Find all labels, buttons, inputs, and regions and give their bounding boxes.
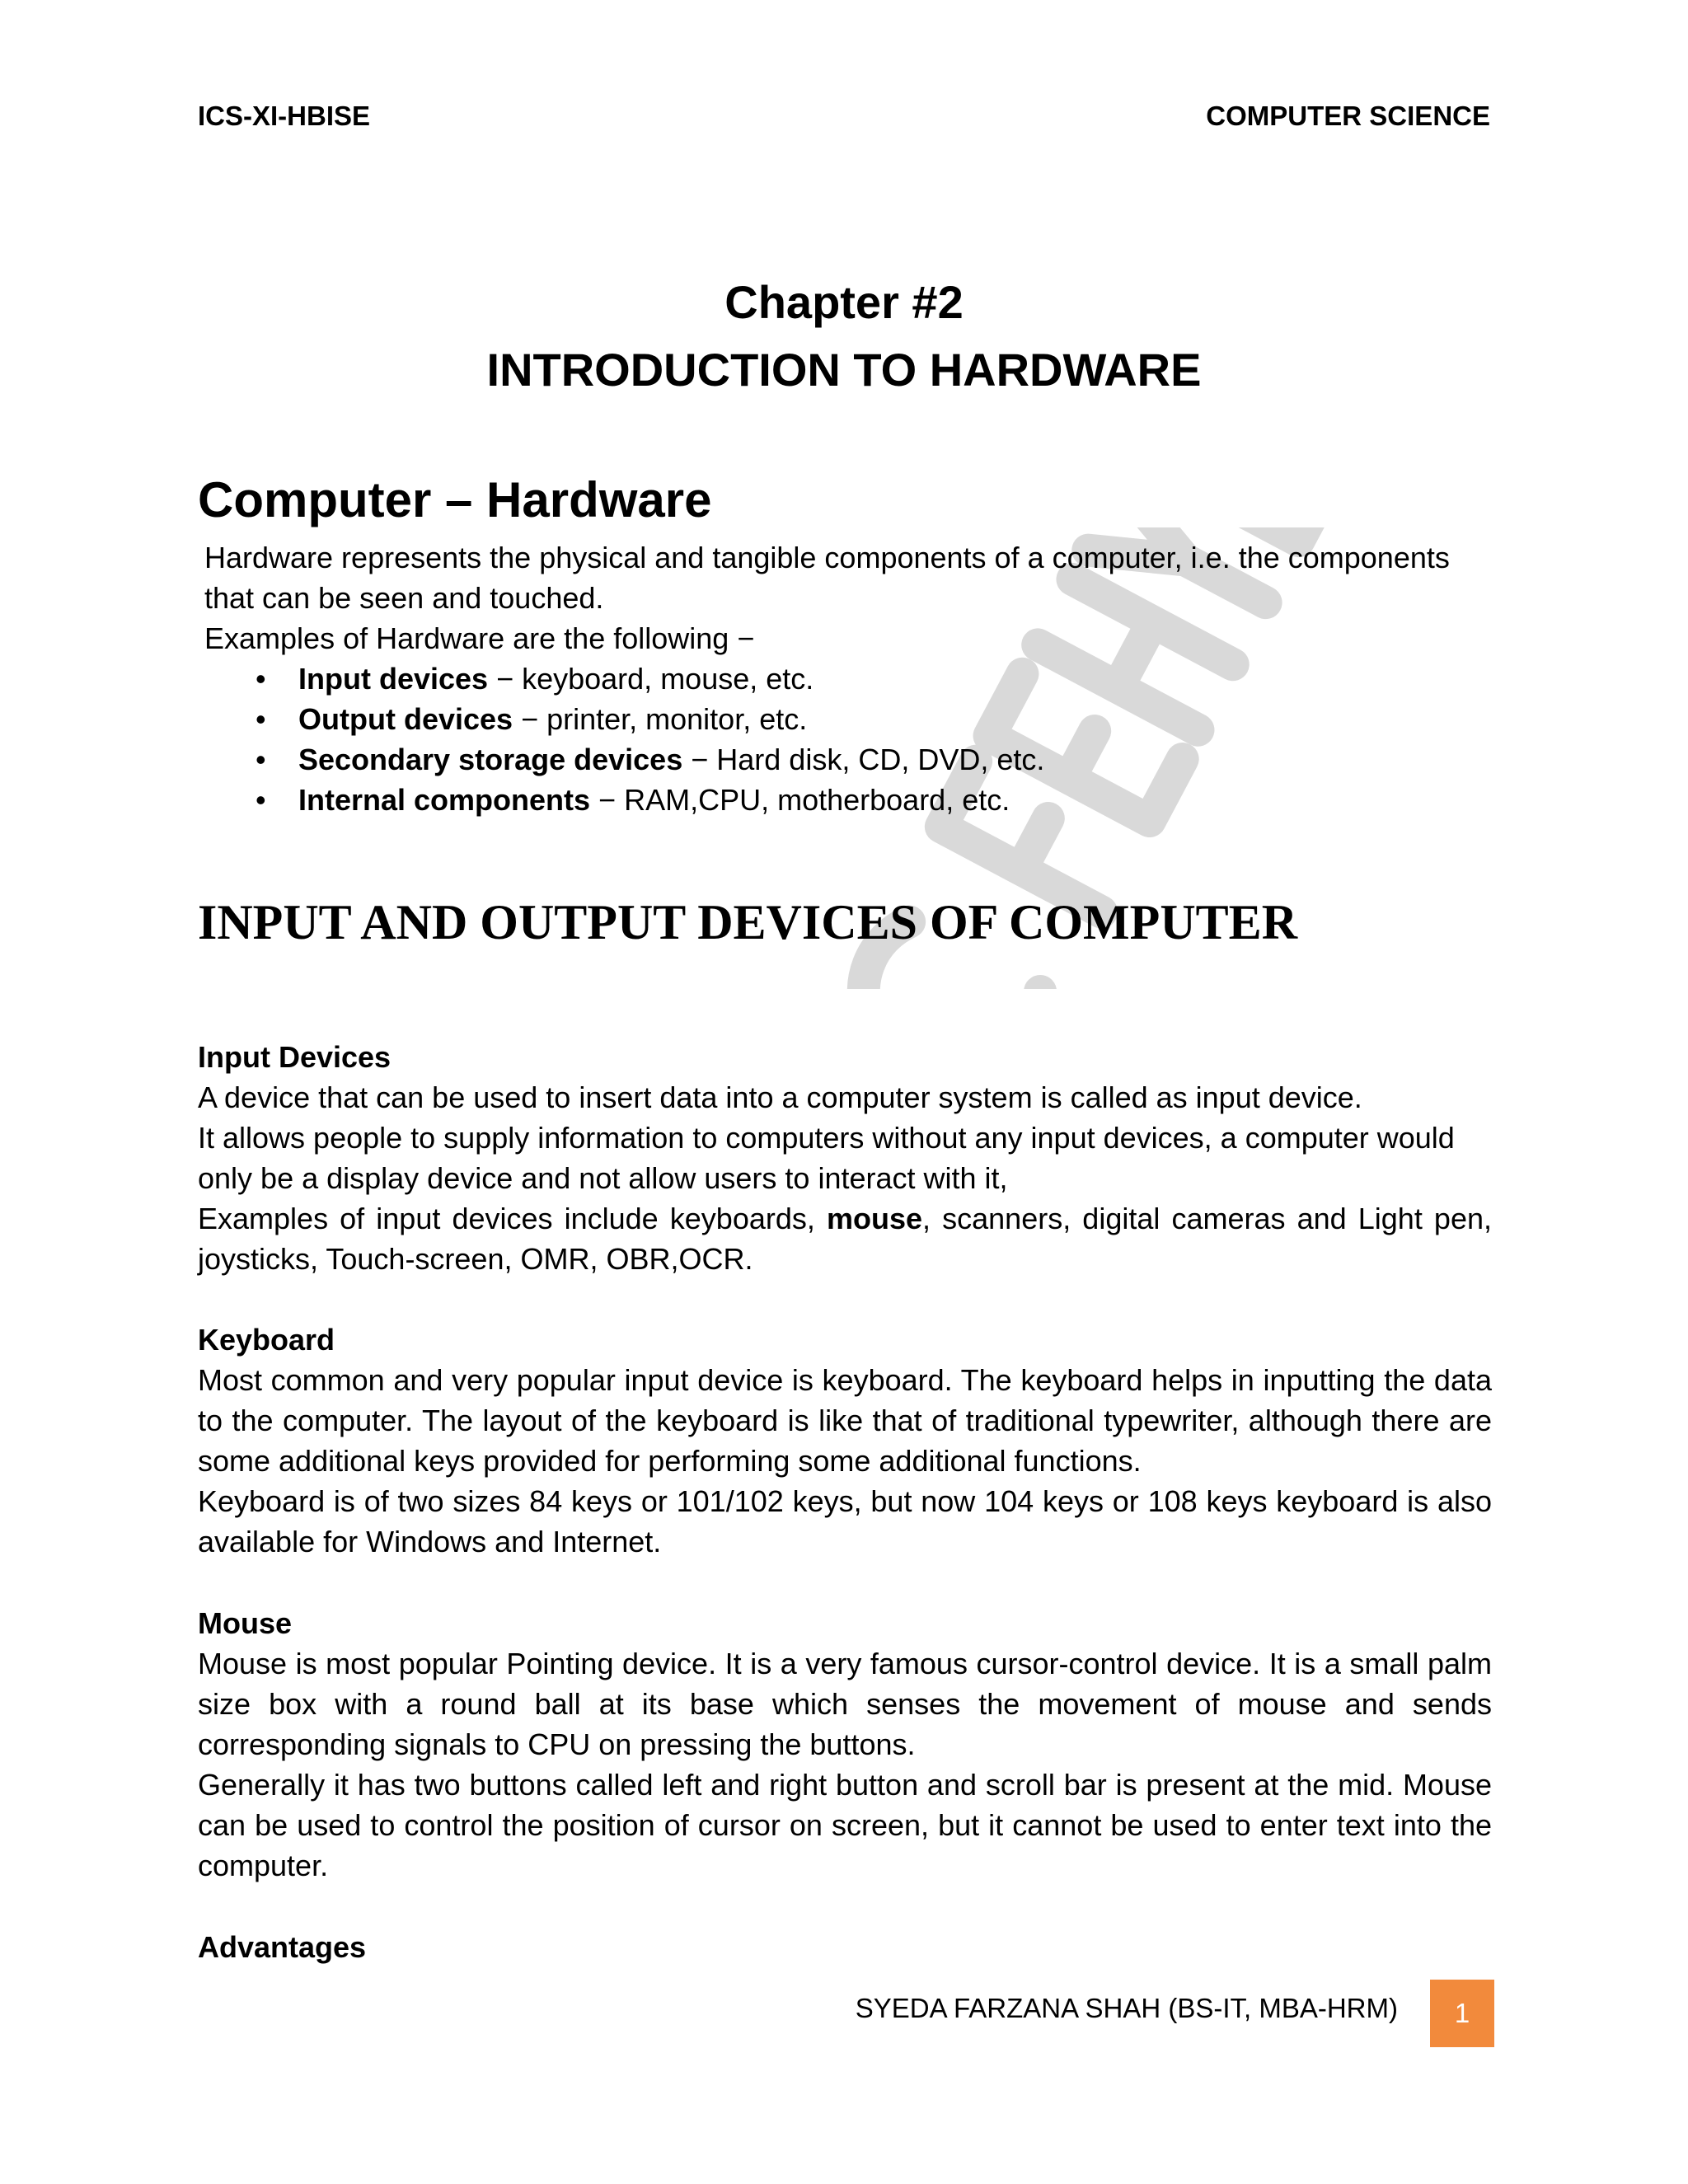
list-item	[204, 780, 1507, 820]
mouse-heading: Mouse	[198, 1606, 293, 1640]
example-term: Input devices	[298, 662, 489, 696]
example-desc: − keyboard, mouse, etc.	[488, 662, 814, 696]
chapter-title: INTRODUCTION TO HARDWARE	[486, 344, 1202, 396]
input-devices-line1: A device that can be used to insert data into a computer system is called as input device.	[198, 1080, 1362, 1114]
keyboard-para1: Most common and very popular input device is keyboard. The keyboard helps in inputting the data to the computer. The layout of the keyboard is like that of traditional typewriter, although there are some additional keys provided for performing some additional functions.	[198, 1363, 1492, 1478]
text-span: , scanners, digital cameras and Light pen, joysticks, Touch-screen, OMR, OBR,OCR.	[198, 1202, 1492, 1276]
list-item	[204, 739, 1507, 780]
keyboard-section	[198, 1319, 1492, 1562]
example-desc: − RAM,CPU, motherboard, etc.	[590, 783, 1010, 817]
hardware-examples-list	[204, 658, 1507, 820]
example-desc: − printer, monitor, etc.	[513, 702, 808, 736]
hardware-heading: Computer – Hardware	[198, 472, 712, 527]
chapter-heading	[0, 269, 1688, 404]
bullet-icon: •	[256, 783, 266, 817]
advantages-heading: Advantages	[198, 1930, 367, 1964]
footer-author: SYEDA FARZANA SHAH (BS-IT, MBA-HRM)	[855, 1993, 1398, 2023]
bullet-icon: •	[256, 702, 266, 736]
input-devices-line2: It allows people to supply information to computers without any input devices, a computer would only be a display device and not allow users to interact with it,	[198, 1121, 1455, 1195]
input-devices-heading: Input Devices	[198, 1040, 392, 1074]
hardware-paragraph: Hardware represents the physical and tangible components of a computer, i.e. the components that can be seen and touched.	[204, 541, 1450, 615]
keyboard-heading: Keyboard	[198, 1323, 335, 1357]
input-devices-line3	[198, 1198, 1492, 1279]
header-right: COMPUTER SCIENCE	[1206, 101, 1490, 131]
bullet-icon: •	[256, 662, 266, 696]
mouse-para2: Generally it has two buttons called left and right button and scroll bar is present at the mid. Mouse can be used to control the position of cursor on screen, but it cannot be used to enter text into the computer.	[198, 1768, 1492, 1882]
example-term: Secondary storage devices	[298, 743, 683, 776]
bullet-icon: •	[256, 743, 266, 776]
example-term: Output devices	[298, 702, 513, 736]
mouse-para1: Mouse is most popular Pointing device. It is a very famous cursor-control device. It is a small palm size box with a round ball at its base which senses the movement of mouse and sends corresponding signals to CPU on pressing the buttons.	[198, 1647, 1492, 1761]
example-desc: − Hard disk, CD, DVD, etc.	[682, 743, 1045, 776]
list-item	[204, 658, 1507, 699]
hardware-intro	[204, 537, 1507, 820]
header-left: ICS-XI-HBISE	[198, 101, 371, 131]
mouse-section	[198, 1603, 1492, 1886]
example-term: Internal components	[298, 783, 591, 817]
list-item	[204, 699, 1507, 739]
examples-intro: Examples of Hardware are the following −	[204, 621, 755, 655]
input-devices-section	[198, 1037, 1492, 1279]
io-devices-heading: INPUT AND OUTPUT DEVICES OF COMPUTER	[198, 895, 1298, 949]
bold-term: mouse	[826, 1202, 923, 1235]
advantages-section	[198, 1927, 1492, 1967]
keyboard-para2: Keyboard is of two sizes 84 keys or 101/102 keys, but now 104 keys or 108 keys keyboard is also available for Windows and Internet.	[198, 1484, 1492, 1558]
text-span: Examples of input devices include keyboards,	[198, 1202, 827, 1235]
chapter-number: Chapter #2	[724, 276, 964, 328]
page-number-badge: 1	[1430, 1980, 1494, 2047]
